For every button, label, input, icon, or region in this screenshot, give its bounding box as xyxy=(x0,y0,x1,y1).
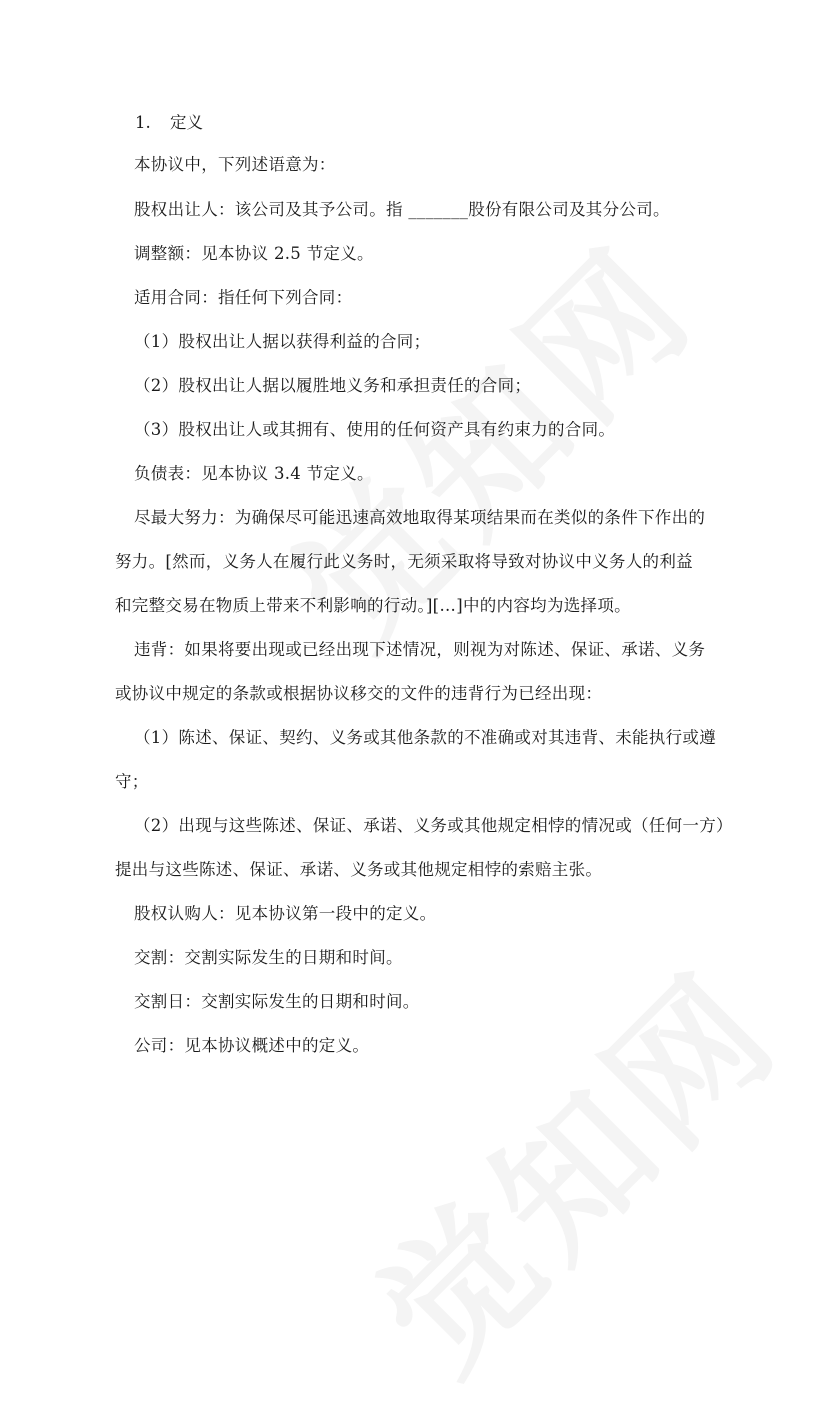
paragraph-line: 公司：见本协议概述中的定义。 xyxy=(134,1036,370,1055)
list-item: （3）股权出让人或其拥有、使用的任何资产具有约束力的合同。 xyxy=(134,420,616,439)
list-item: （1）股权出让人据以获得利益的合同； xyxy=(134,332,431,351)
paragraph-line: 交割日：交割实际发生的日期和时间。 xyxy=(134,992,420,1011)
section-title: 定义 xyxy=(170,113,203,132)
paragraph-line: 负债表：见本协议 3.4 节定义。 xyxy=(134,464,374,483)
list-item: （1）陈述、保证、契约、义务或其他条款的不准确或对其违背、未能执行或遵 xyxy=(134,728,716,747)
paragraph-line: 股权认购人：见本协议第一段中的定义。 xyxy=(134,904,437,923)
paragraph-line: 调整额：见本协议 2.5 节定义。 xyxy=(134,244,374,263)
paragraph-line: 守； xyxy=(115,772,149,791)
paragraph-line: 和完整交易在物质上带来不利影响的行动。][…]中的内容均为选择项。 xyxy=(115,596,631,615)
paragraph-line: 股权出让人：该公司及其予公司。指 _______股份有限公司及其分公司。 xyxy=(134,200,670,219)
list-item: （2）股权出让人据以履胜地义务和承担责任的合同； xyxy=(134,376,532,395)
paragraph-line: 或协议中规定的条款或根据协议移交的文件的违背行为已经出现： xyxy=(115,684,603,703)
watermark xyxy=(324,917,816,1409)
list-item: （2）出现与这些陈述、保证、承诺、义务或其他规定相悖的情况或（任何一方） xyxy=(134,816,733,835)
paragraph-line: 违背：如果将要出现或已经出现下述情况，则视为对陈述、保证、承诺、义务 xyxy=(134,640,706,659)
paragraph-line: 交割：交割实际发生的日期和时间。 xyxy=(134,948,403,967)
paragraph-line: 本协议中，下列述语意为： xyxy=(134,155,336,174)
paragraph-line: 努力。[然而，义务人在履行此义务时，无须采取将导致对协议中义务人的利益 xyxy=(115,552,693,571)
paragraph-line: 提出与这些陈述、保证、承诺、义务或其他规定相悖的索赔主张。 xyxy=(115,860,603,879)
paragraph-line: 适用合同：指任何下列合同： xyxy=(134,288,353,307)
section-number: 1. xyxy=(135,113,151,132)
paragraph-line: 尽最大努力：为确保尽可能迅速高效地取得某项结果而在类似的条件下作出的 xyxy=(134,508,706,527)
